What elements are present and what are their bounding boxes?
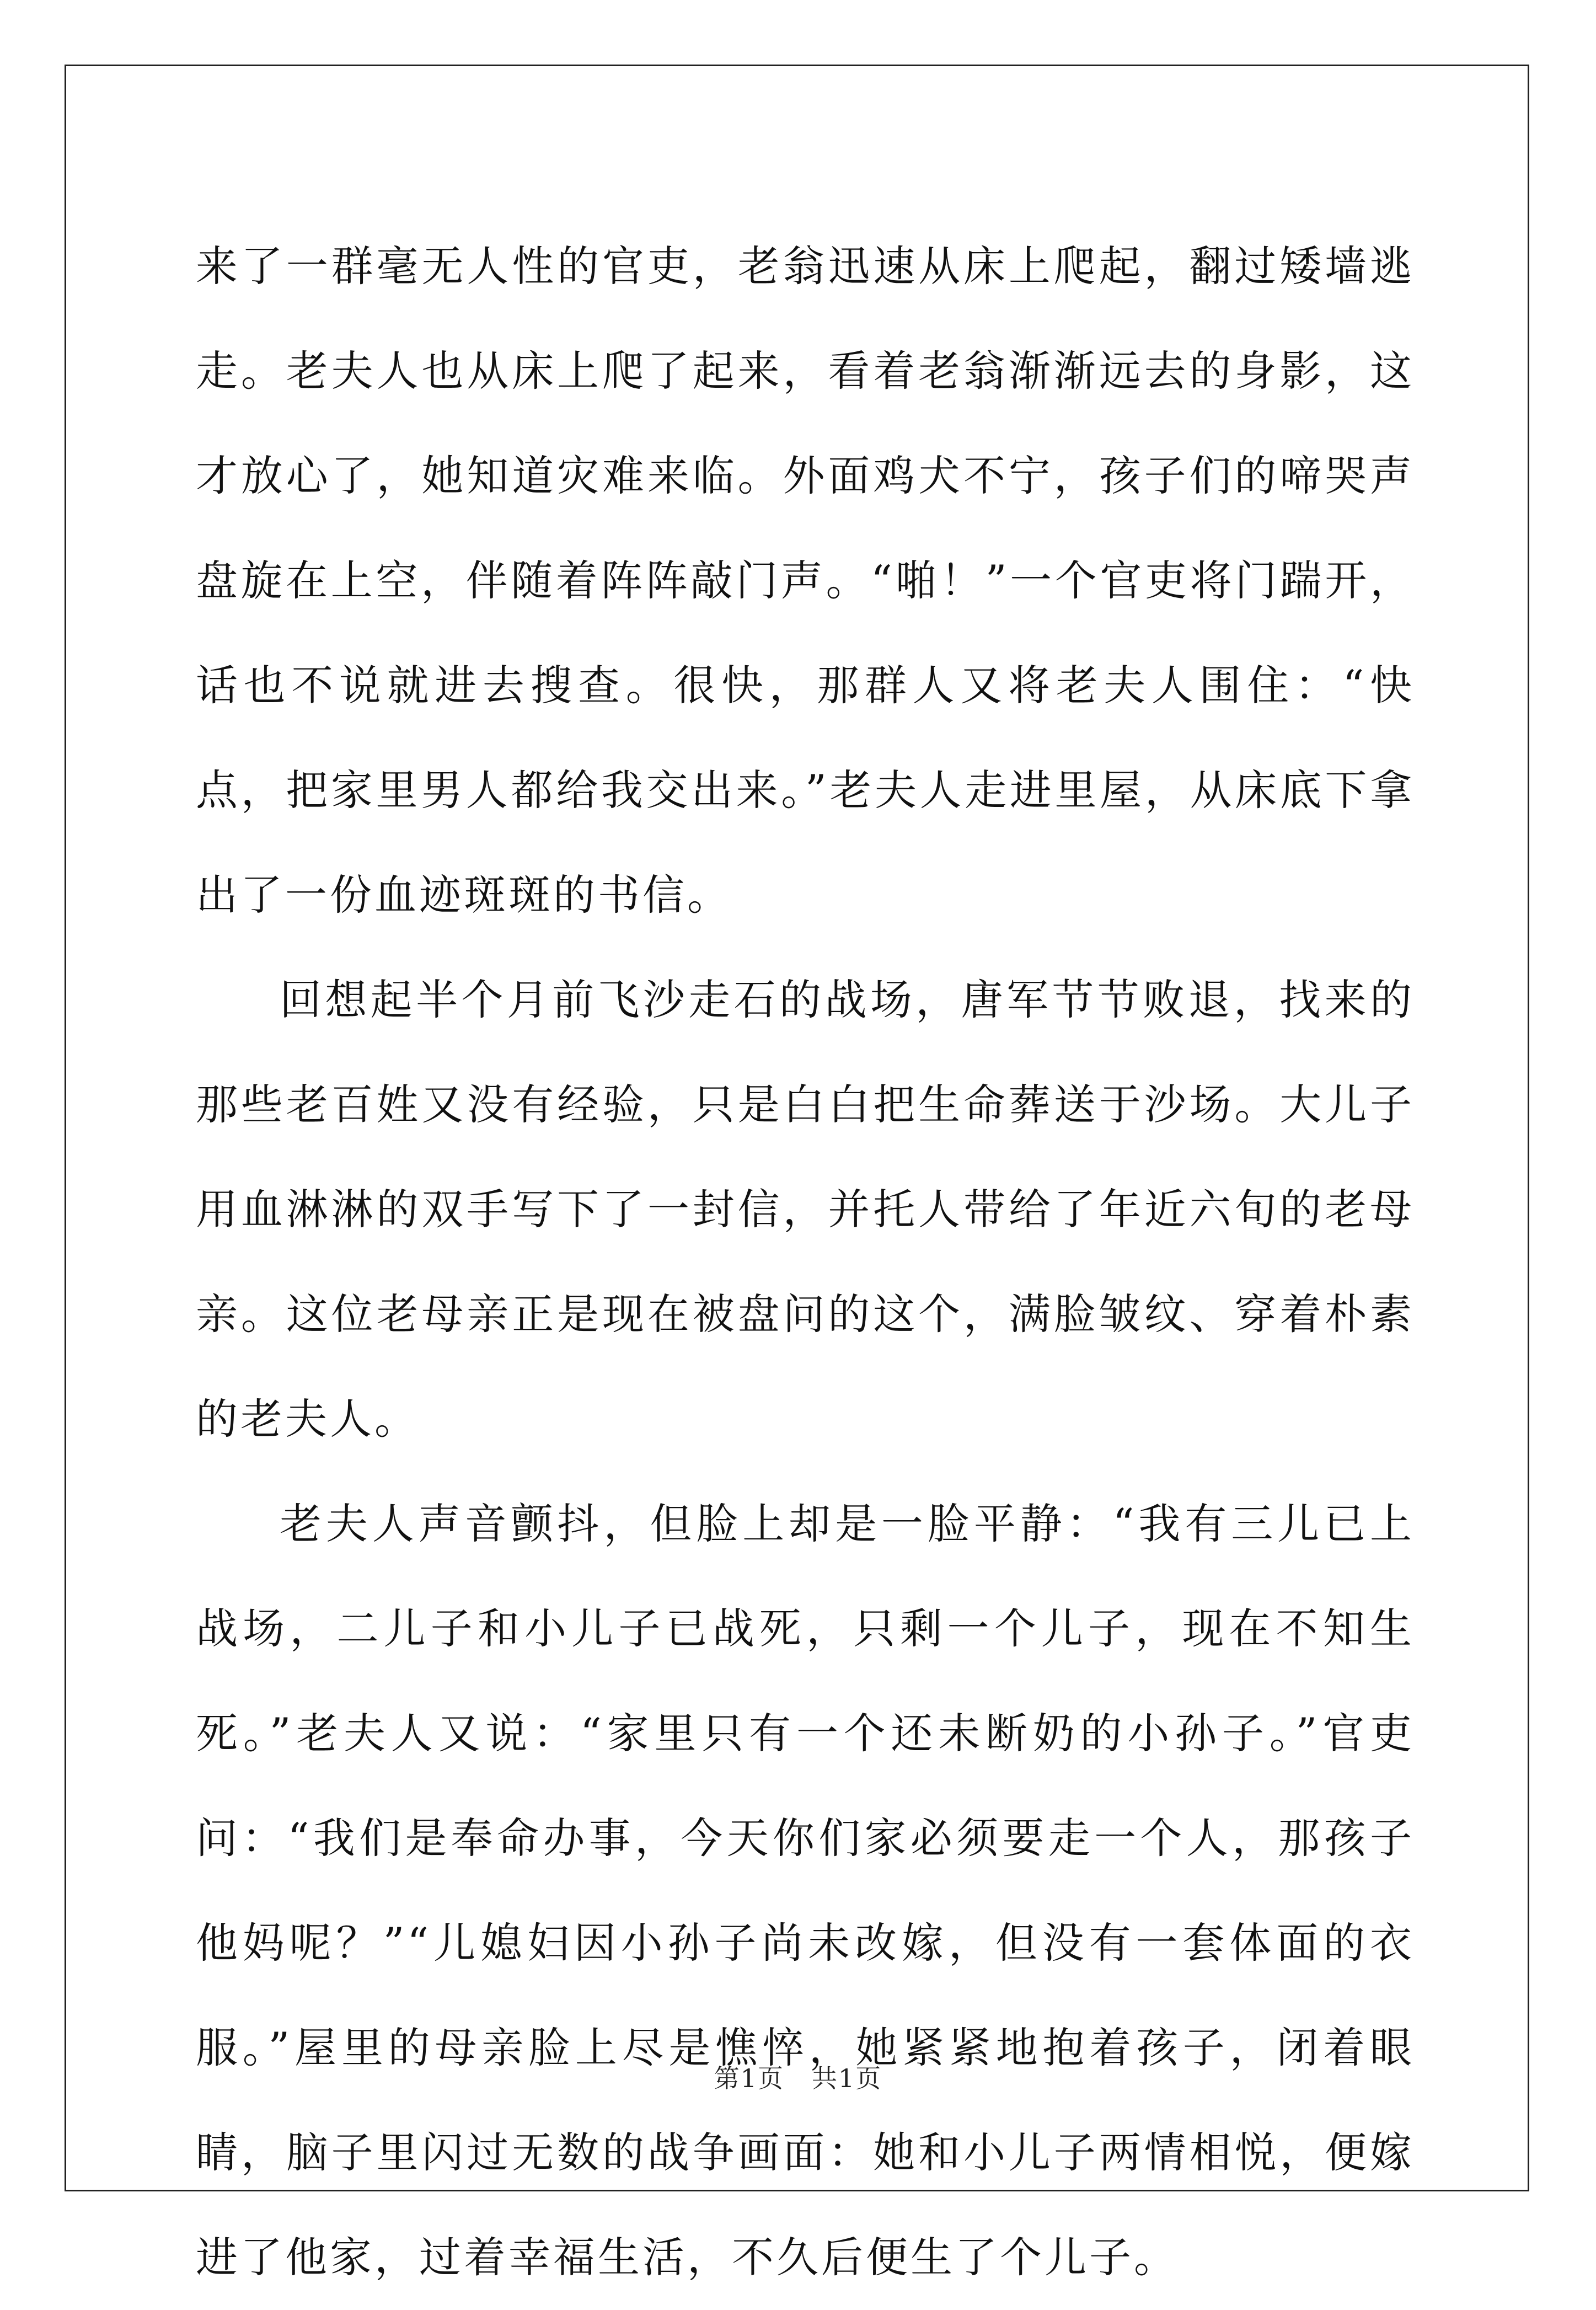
document-body — [196, 214, 1415, 2310]
paragraph-1: 来了一群毫无人性的官吏，老翁迅速从床上爬起，翻过矮墙逃走。老夫人也从床上爬了起来，看着老翁渐渐远去的身影，这才放心了，她知道灾难来临。外面鸡犬不宁，孩子们的啼哭声盘旋在上空，伴随着阵阵敲门声。“啪！”一个官吏将门踹开，话也不说就进去搜查。很快，那群人又将老夫人围住：“快点，把家里男人都给我交出来。”老夫人走进里屋，从床底下拿出了一份血迹斑斑的书信。 — [196, 242, 1415, 919]
page-total: 共1页 — [812, 2063, 882, 2093]
paragraph-3: 老夫人声音颤抖，但脸上却是一脸平静：“我有三儿已上战场，二儿子和小儿子已战死，只剩一个儿子，现在不知生死。”老夫人又说：“家里只有一个还未断奶的小孙子。”官吏问：“我们是奉命办事，今天你们家必须要走一个人，那孩子他妈呢？”“儿媳妇因小孙子尚未改嫁，但没有一套体面的衣服。”屋里的母亲脸上尽是憔悴，她紧紧地抱着孩子，闭着眼睛，脑子里闪过无数的战争画面：她和小儿子两情相悦，便嫁进了他家，过着幸福生活，不久后便生了个儿子。 — [196, 1499, 1415, 2282]
paragraph-2: 回想起半个月前飞沙走石的战场，唐军节节败退，找来的那些老百姓又没有经验，只是白白把生命葬送于沙场。大儿子用血淋淋的双手写下了一封信，并托人带给了年近六旬的老母亲。这位老母亲正是现在被盘问的这个，满脸皱纹、穿着朴素的老夫人。 — [196, 975, 1415, 1443]
page-number: 第1页 — [714, 2063, 784, 2093]
page-footer — [0, 2058, 1596, 2095]
